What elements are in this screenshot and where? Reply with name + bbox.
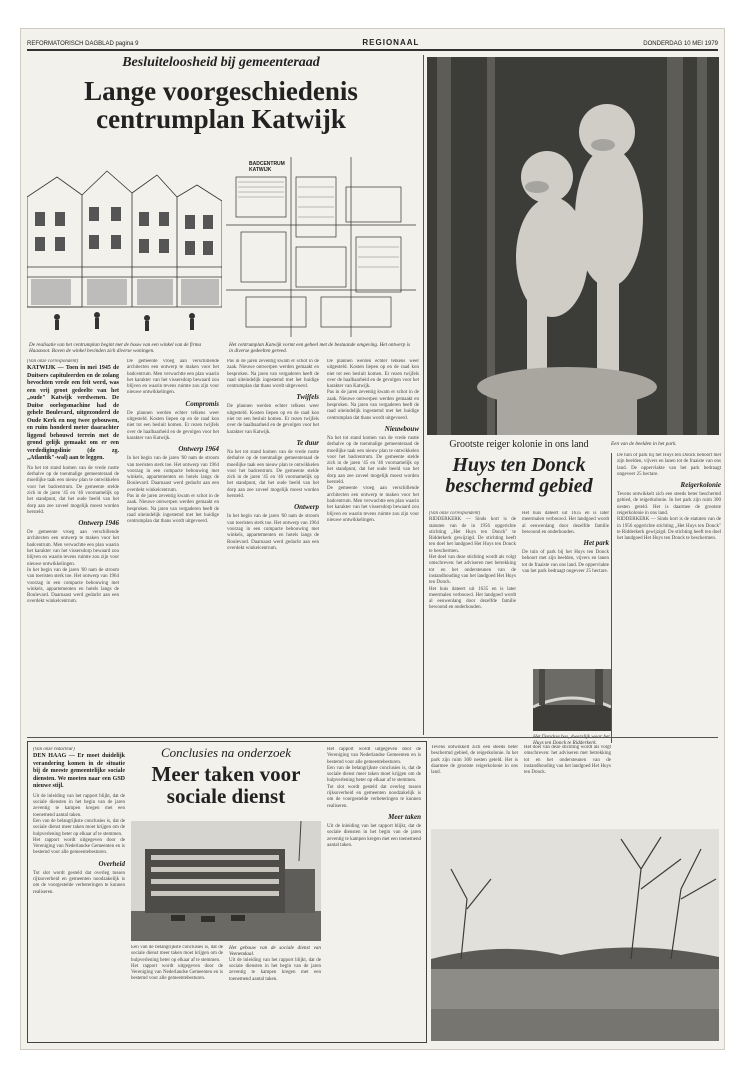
story1-body-b3: De gemeente vroeg aan verschillende architecten een ontwerp te maken voor het badcentrum. Men verwachtte een plan waarin het karakter van het vissersdorp bewaard zou blijven en waarin tevens ruimte zou zijn voor nieuwe ontwikkelingen. [327,486,419,523]
story1-body-e2: Pas in de jaren zeventig kwam er schot in de zaak. Nieuwe ontwerpen werden gemaakt en besproken. Na jaren van vergaderen heeft de raad uiteindelijk ingestemd met het huidige centrumplan dat thans wordt uitgevoerd. [227,359,319,390]
story1-sub-3: Ontwerp 1964 [178,445,219,454]
story1-body-a: Na het tot stand komen van de vrede rustte derhalve op de toenmalige gemeenteraad de moeilijke taak een nieuw plan te ontwikkelen voor het badcentrum. De gemeente stelde zich in de jaren '45 en '46 voornamelijk op het standpunt, dat het oude beeld van het dorp aan zee zoveel mogelijk moest worden hersteld. [27,465,119,515]
story1-body-e3: Pas in de jaren zeventig kwam er schot in de zaak. Nieuwe ontwerpen werden gemaakt en besproken. Na jaren van vergaderen heeft de raad uiteindelijk ingestemd met het huidige centrumplan dat thans wordt uitgevoerd. [327,390,419,421]
story1-body-b: De gemeente vroeg aan verschillende architecten een ontwerp te maken voor het badcentrum. Men verwachtte een plan waarin het karakter van het vissersdorp bewaard zou blijven en waarin tevens ruimte zou zijn voor nieuwe ontwikkelingen. [27,530,119,567]
story1-body-e1: Pas in de jaren zeventig kwam er schot in de zaak. Nieuwe ontwerpen werden gemaakt en besproken. Na jaren van vergaderen heeft de raad uiteindelijk ingestemd met het huidige centrumplan dat thans wordt uitgevoerd. [127,494,219,525]
story2-sub-1: Het park [583,539,609,548]
story1-headline-line1: Lange voorgeschiedenis [84,76,358,106]
story1-headline [31,77,411,134]
story1-sub-7: Nieuwbouw [384,424,419,433]
story2-sub-2: Reigerkolonie [680,481,721,490]
story2-body-d: De tuin of park bij het Huys ten Donck behoort met zijn beelden, vijvers en lanen tot de fraaiste van ons land. De oppervlakte van het park bedraagt ongeveer 25 hectare. [522,550,609,575]
story3-col1 [33,747,125,1037]
story1-body-a3: Na het tot stand komen van de vrede rustte derhalve op de toenmalige gemeenteraad de moeilijke taak een nieuw plan te ontwikkelen voor het badcentrum. De gemeente stelde zich in de jaren '45 en '46 voornamelijk op het standpunt, dat het oude beeld van het dorp aan zee zoveel mogelijk moest worden hersteld. [327,435,419,486]
story3-body-b: Een van de belangrijkste conclusies is, dat de sociale dienst meer taken moet krijgen om de hulpverlening beter op elkaar af te stemmen. [33,818,125,837]
story3-body-a: Uit de inleiding van het rapport blijkt, dat de sociale diensten in het begin van de jaren zeventig te kampen kregen met een toenemend aantal taken. [33,793,125,818]
story1-kicker: Besluiteloosheid bij gemeenteraad [122,55,320,70]
story3-headline-line1: Meer taken voor [151,762,301,786]
story3-col2 [131,945,321,1035]
story2-byline: (Van onze correspondent) [429,511,481,516]
story2-body-b2: Het doel van deze stichting wordt als volgt omschreven: het adviseren met betrekking tot en het ondersteunen van de instandhouding van het landgoed Het Huys ten Donck. [524,745,611,776]
story1-body-b2: De gemeente vroeg aan verschillende architecten een ontwerp te maken voor het badcentrum. Men verwachtte een plan waarin het karakter van het vissersdorp bewaard zou blijven en waarin tevens ruimte zou zijn voor nieuwe ontwikkelingen. [127,359,219,396]
story1-sub-2: Compromis [185,399,219,408]
story2-body-right [617,453,721,723]
story3-byline: (Van onze redacteur) [33,747,75,752]
story2-body-bottom [431,745,611,825]
story3-sub-2: Meer taken [388,812,421,821]
story3-kicker: Conclusies na onderzoek [161,745,291,760]
story3-photo-caption: Het gebouw van de sociale dienst van Veenendaal. [229,945,321,958]
story1-body-c3: In het begin van de jaren '60 nam de stroom van toeristen sterk toe. Het ontwerp van 1964 voorzag in een compacte bebouwing met winkels, appartementen en hotels langs de Boulevard. Daarnaast werd gedacht aan een overdekt winkelcentrum. [227,514,319,551]
story1-caption-left: De realisatie van het centrumplan begint met de bouw van een winkel van de firma Haasnoot. Boven de winkel bevinden zich diverse woningen. [29,342,202,355]
story2-park-photo [431,829,719,1041]
story1-body-c2: In het begin van de jaren '60 nam de stroom van toeristen sterk toe. Het ontwerp van 1964 voorzag in een compacte bebouwing met winkels, appartementen en hotels langs de Boulevard. Daarnaast werd gedacht aan een overdekt winkelcentrum. [127,456,219,493]
story1-body-a2: Na het tot stand komen van de vrede rustte derhalve op de toenmalige gemeenteraad de moeilijke taak een nieuw plan te ontwikkelen voor het badcentrum. De gemeente stelde zich in de jaren '45 en '46 voornamelijk op het standpunt, dat het oude beeld van het dorp aan zee zoveel mogelijk moest worden hersteld. [227,449,319,500]
story2-kicker: Grootste reiger kolonie in ons land [449,439,589,450]
story1-sub-4: Twijfels [296,393,319,402]
story1-headline-line2: centrumplan Katwijk [96,104,346,135]
story1-sketch-buildings [27,157,222,337]
story2-statue-photo [427,57,719,435]
story2-body-c: Het huis dateert uit 1635 en is later meermalen verbouwd. Het landgoed wordt al eeuwenlang door dezelfde familie bewoond en onderhouden. [429,586,516,611]
header-section: REGIONAAL [362,38,420,47]
story3-body-c: Het rapport wordt uitgegeven door de Vereniging van Nederlandse Gemeenten en is bestemd voor alle gemeentebesturen. [33,837,125,856]
story3-body-b2: Een van de belangrijkste conclusies is, dat de sociale dienst meer taken moet krijgen om de hulpverlening beter op elkaar af te stemmen. [131,945,223,963]
story2-headline [429,455,609,497]
story3-body-d2: Tot slot wordt gesteld dat overleg tussen rijksoverheid en gemeenten noodzakelijk is om de voorgestelde verbeteringen te kunnen realiseren. [327,784,421,809]
story1-lead: KATWIJK — Toen in mei 1945 de Duitsers capituleerden en de zolang bevochten vrede een feit werd, was een vrij groot gedeelte van het „oude" Katwijk verdwenen. De Duitse oorlogsmachine had de gehele Boulevard, uitgezonderd de Oude Kerk en nog twee gebouwen, en ruim honderd meter daarachter liggend behouwd terrein met de grond gelijk gemaakt om er een verdedigingslinie (de zg. „Atlantik"-wal) aan te leggen. [27,365,119,462]
story2-body-d2: De tuin of park bij het Huys ten Donck behoort met zijn beelden, vijvers en lanen tot de fraaiste van ons land. De oppervlakte van het park bedraagt ongeveer 25 hectare. [617,453,721,477]
story1-sub-5: Te duur [296,438,319,447]
story1-body-c1: In het begin van de jaren '60 nam de stroom van toeristen sterk toe. Het ontwerp van 1964 voorzag in een compacte bebouwing met winkels, appartementen en hotels langs de Boulevard. Daarnaast werd gedacht aan een overdekt winkelcentrum. [27,567,119,605]
story2-body-a2: RIDDERKERK — Sinds kort is de statuten van de in 1956 opgerichte stichting „Het Huys ten Donck" te Ridderkerk gewijzigd. De stichting heeft ten doel het landgoed Het Huys ten Donck te beschermen. [617,517,721,542]
page-header [27,35,718,51]
story2-body-a: RIDDERKERK — Sinds kort is de statuten van de in 1956 opgerichte stichting „Het Huys ten Donck" te Ridderkerk gewijzigd. De stichting heeft ten doel het landgoed Het Huys ten Donck te beschermen. [429,517,516,554]
story2-body-c2: Het huis dateert uit 1635 en is later meermalen verbouwd. Het landgoed wordt al eeuwenlang door dezelfde familie bewoond en onderhouden. [522,511,609,535]
story1-body-d2: De plannen werden echter telkens weer uitgesteld. Kosten liepen op en de raad kon niet tot een besluit komen. Er rezen twijfels over de haalbaarheid en de gevolgen voor het karakter van Katwijk. [227,404,319,435]
story3-body-c2: Het rapport wordt uitgegeven door de Vereniging van Nederlandse Gemeenten en is bestemd voor alle gemeentebesturen. [131,963,223,982]
story3-body-a2: Uit de inleiding van het rapport blijkt, dat de sociale diensten in het begin van de jaren zeventig te kampen kregen met een toenemend aantal taken. [229,957,321,982]
story3-headline [131,763,321,807]
story3-col3 [327,747,421,1037]
newspaper-page [20,28,725,1050]
story2-body-e2: Tevens ontwikkelt zich een steeds beter beschermd gebied, de reigerkolonie. In het park zijn ruim 300 nesten geteld. Het is daarmee de grootste reigerkolonie in ons land. [431,745,518,776]
story2-headline-line2: beschermd gebied [445,475,593,497]
story3-body-b3: Een van de belangrijkste conclusies is, dat de sociale dienst meer taken moet krijgen om de hulpverlening beter op elkaar af te stemmen. [327,765,421,784]
header-date: DONDERDAG 10 MEI 1979 [643,41,718,47]
column-divider [423,55,424,735]
story2-body-b: Het doel van deze stichting wordt als volgt omschreven: het adviseren met betrekking tot en het ondersteunen van de instandhouding van het landgoed Het Huys ten Donck. [429,555,516,586]
header-left: REFORMATORISCH DAGBLAD pagina 9 [27,41,139,47]
story1-sketch-label: BADCENTRUM KATWIJK [249,161,285,173]
story2-bridge-photo [533,669,611,731]
story1-caption-right: Het centrumplan Katwijk vormt een geheel met de bestaande omgeving. Het ontwerp is in diverse gedeelten gereed. [229,342,411,355]
story3-body-c3: Het rapport wordt uitgegeven door de Vereniging van Nederlandse Gemeenten en is bestemd voor alle gemeentebesturen. [327,747,421,765]
story3-body-a3: Uit de inleiding van het rapport blijkt, dat de sociale diensten in het begin van de jaren zeventig te kampen kregen met een toenemend aantal taken. [327,823,421,848]
story1-body [27,359,419,709]
story2-house-caption: Huys ten Donck te Ridderkerk. [533,740,597,747]
story1-byline: (Van onze correspondent) [27,359,79,364]
story1-plan-map [226,157,416,337]
story2-inner-divider [611,453,612,743]
section-divider [27,737,718,738]
story1-sub-1: Ontwerp 1946 [78,519,119,528]
story1-body-d1: De plannen werden echter telkens weer uitgesteld. Kosten liepen op en de raad kon niet tot een besluit komen. Er rezen twijfels over de haalbaarheid en de gevolgen voor het karakter van Katwijk. [127,410,219,441]
story3-sub-1: Overheid [98,859,125,868]
story2-headline-line1: Huys ten Donck [452,454,586,476]
story3-building-photo [131,821,321,941]
story3-lead: DEN HAAG — Er moet duidelijk verandering komen in de situatie bij de meeste gemeentelijke sociale diensten. We moeten naar een GSD nieuwe stijl. [33,753,125,790]
story3-body-d: Tot slot wordt gesteld dat overleg tussen rijksoverheid en gemeenten noodzakelijk is om de voorgestelde verbeteringen te kunnen realiseren. [33,870,125,895]
story1-sub-6: Ontwerp [294,503,319,512]
story2-body-e: Tevens ontwikkelt zich een steeds beter beschermd gebied, de reigerkolonie. In het park zijn ruim 300 nesten geteld. Het is daarmee de grootste reigerkolonie in ons land. [617,492,721,517]
story3-headline-line2: sociale dienst [166,784,286,809]
story2-photo-caption: Een van de beelden in het park. [611,441,677,447]
story1-body-d3: De plannen werden echter telkens weer uitgesteld. Kosten liepen op en de raad kon niet tot een besluit komen. Er rezen twijfels over de haalbaarheid en de gevolgen voor het karakter van Katwijk. [327,359,419,390]
